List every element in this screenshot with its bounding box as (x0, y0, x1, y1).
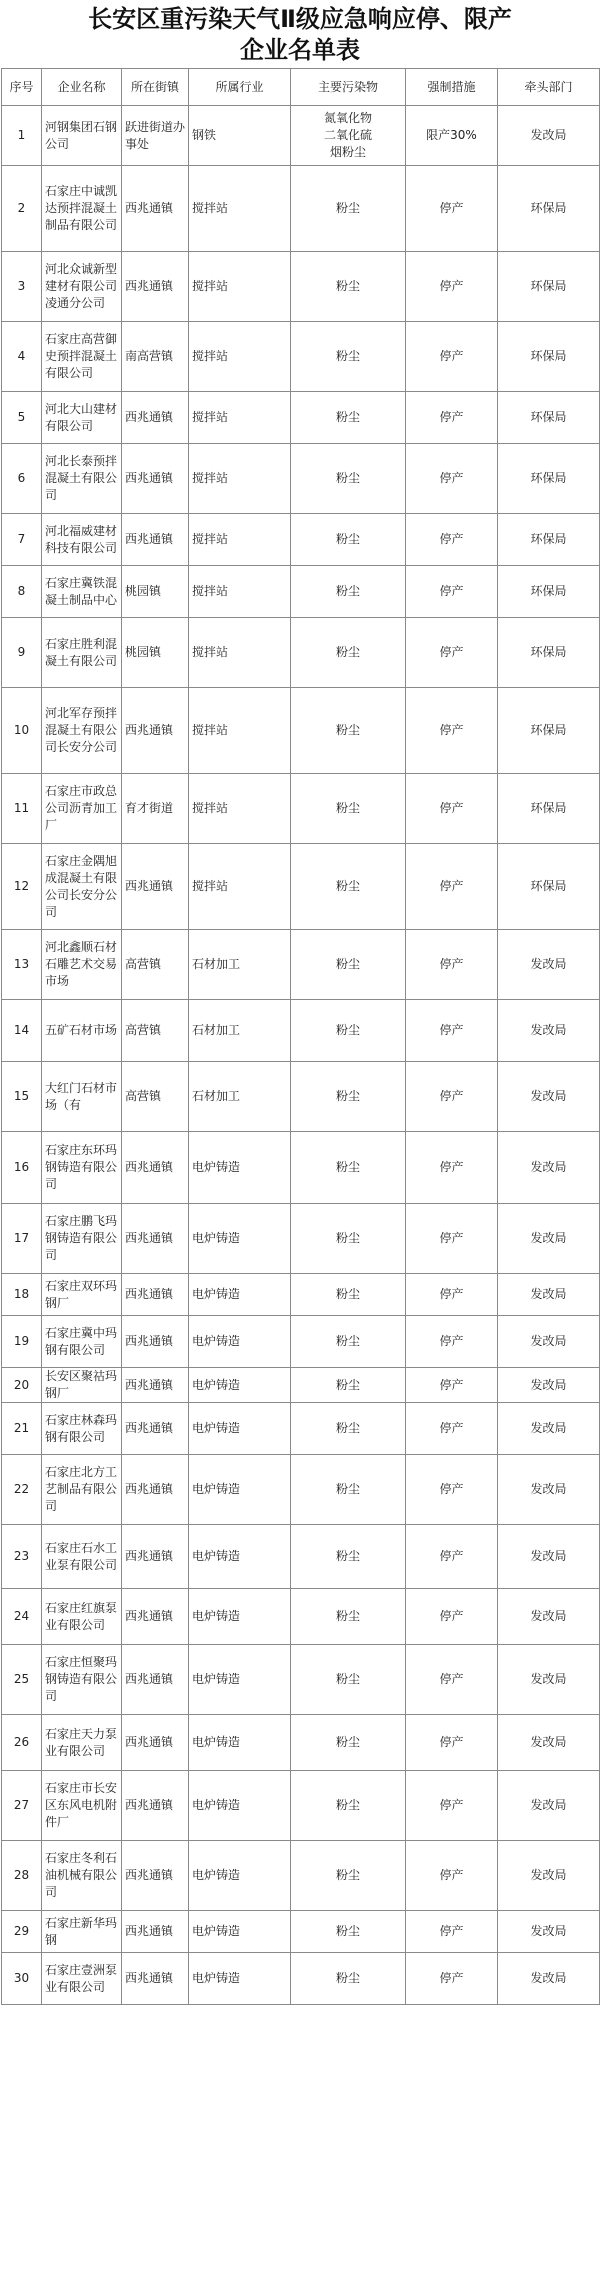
town-cell: 西兆通镇 (122, 252, 189, 322)
pollutant-item: 粉尘 (335, 723, 360, 737)
enterprise-name-cell: 河北鑫顺石材石雕艺术交易市场 (42, 930, 122, 1000)
pollutant-item: 粉尘 (335, 1549, 360, 1563)
row-number-cell: 16 (2, 1132, 42, 1204)
department-cell: 发改局 (498, 106, 600, 166)
industry-cell: 电炉铸造 (189, 1841, 291, 1911)
town-cell: 桃园镇 (122, 618, 189, 688)
header-cell-measure: 强制措施 (406, 69, 498, 106)
measure-cell: 停产 (406, 392, 498, 444)
department-cell: 发改局 (498, 1000, 600, 1062)
pollutant-item: 粉尘 (335, 1735, 360, 1749)
enterprise-name-cell: 石家庄冀中玛钢有限公司 (42, 1316, 122, 1368)
enterprise-name-cell: 石家庄新华玛钢 (42, 1911, 122, 1953)
town-cell: 西兆通镇 (122, 1368, 189, 1403)
measure-cell: 停产 (406, 322, 498, 392)
table-row (2, 1274, 600, 1316)
town-cell: 西兆通镇 (122, 166, 189, 252)
row-number-cell: 5 (2, 392, 42, 444)
industry-cell: 电炉铸造 (189, 1589, 291, 1645)
town-cell: 育才街道 (122, 774, 189, 844)
department-cell: 发改局 (498, 1455, 600, 1525)
title-line-1: 长安区重污染天气Ⅱ级应急响应停、限产 (88, 5, 512, 33)
table-row (2, 1204, 600, 1274)
table-row (2, 566, 600, 618)
enterprise-name-cell: 石家庄恒聚玛钢铸造有限公司 (42, 1645, 122, 1715)
measure-cell: 停产 (406, 252, 498, 322)
measure-cell: 停产 (406, 566, 498, 618)
enterprise-name-cell: 石家庄金隅旭成混凝土有限公司长安分公司 (42, 844, 122, 930)
row-number-cell: 21 (2, 1403, 42, 1455)
table-row (2, 688, 600, 774)
enterprise-name-cell: 石家庄石水工业泵有限公司 (42, 1525, 122, 1589)
town-cell: 高营镇 (122, 930, 189, 1000)
department-cell: 发改局 (498, 1771, 600, 1841)
measure-cell: 停产 (406, 1771, 498, 1841)
enterprise-name-cell: 长安区聚祜玛钢厂 (42, 1368, 122, 1403)
table-row (2, 618, 600, 688)
town-cell: 西兆通镇 (122, 1316, 189, 1368)
industry-cell: 搅拌站 (189, 566, 291, 618)
measure-cell: 停产 (406, 1645, 498, 1715)
row-number-cell: 12 (2, 844, 42, 930)
measure-cell: 停产 (406, 1403, 498, 1455)
row-number-cell: 2 (2, 166, 42, 252)
pollutant-cell (291, 444, 406, 514)
table-row (2, 1589, 600, 1645)
pollutant-cell (291, 252, 406, 322)
industry-cell: 搅拌站 (189, 252, 291, 322)
department-cell: 发改局 (498, 1274, 600, 1316)
row-number-cell: 13 (2, 930, 42, 1000)
industry-cell: 电炉铸造 (189, 1132, 291, 1204)
measure-cell: 停产 (406, 774, 498, 844)
pollutant-item: 粉尘 (335, 410, 360, 424)
pollutant-item: 粉尘 (335, 1868, 360, 1882)
table-row (2, 1000, 600, 1062)
enterprise-name-cell: 河北众诚新型建材有限公司凌通分公司 (42, 252, 122, 322)
table-header-row (2, 69, 600, 106)
industry-cell: 电炉铸造 (189, 1953, 291, 2005)
town-cell: 南高营镇 (122, 322, 189, 392)
enterprise-name-cell: 河北福威建材科技有限公司 (42, 514, 122, 566)
row-number-cell: 23 (2, 1525, 42, 1589)
industry-cell: 石材加工 (189, 1062, 291, 1132)
table-row (2, 1771, 600, 1841)
enterprise-name-cell: 大红门石材市场（有 (42, 1062, 122, 1132)
document-title (0, 0, 600, 68)
department-cell: 环保局 (498, 774, 600, 844)
enterprise-name-cell: 石家庄林森玛钢有限公司 (42, 1403, 122, 1455)
table-row (2, 1525, 600, 1589)
pollutant-cell (291, 1403, 406, 1455)
row-number-cell: 14 (2, 1000, 42, 1062)
pollutant-cell (291, 566, 406, 618)
town-cell: 高营镇 (122, 1062, 189, 1132)
pollutant-cell (291, 106, 406, 166)
town-cell: 西兆通镇 (122, 444, 189, 514)
table-row (2, 1645, 600, 1715)
table-row (2, 252, 600, 322)
town-cell: 西兆通镇 (122, 1204, 189, 1274)
pollutant-item: 粉尘 (335, 349, 360, 363)
department-cell: 发改局 (498, 1403, 600, 1455)
pollutant-cell (291, 1062, 406, 1132)
department-cell: 发改局 (498, 1525, 600, 1589)
department-cell: 发改局 (498, 1316, 600, 1368)
town-cell: 西兆通镇 (122, 1771, 189, 1841)
industry-cell: 电炉铸造 (189, 1715, 291, 1771)
department-cell: 环保局 (498, 166, 600, 252)
department-cell: 发改局 (498, 1368, 600, 1403)
pollutant-item: 粉尘 (335, 1924, 360, 1938)
pollutant-cell (291, 1368, 406, 1403)
industry-cell: 电炉铸造 (189, 1368, 291, 1403)
row-number-cell: 27 (2, 1771, 42, 1841)
table-row (2, 774, 600, 844)
enterprise-name-cell: 石家庄冬利石油机械有限公司 (42, 1841, 122, 1911)
measure-cell: 停产 (406, 1062, 498, 1132)
enterprise-table (1, 68, 600, 2005)
town-cell: 西兆通镇 (122, 1525, 189, 1589)
pollutant-item: 粉尘 (335, 1160, 360, 1174)
row-number-cell: 15 (2, 1062, 42, 1132)
table-row (2, 166, 600, 252)
measure-cell: 停产 (406, 1455, 498, 1525)
industry-cell: 电炉铸造 (189, 1403, 291, 1455)
pollutant-cell (291, 166, 406, 252)
measure-cell: 停产 (406, 1204, 498, 1274)
pollutant-cell (291, 1455, 406, 1525)
enterprise-name-cell: 河钢集团石钢公司 (42, 106, 122, 166)
industry-cell: 石材加工 (189, 1000, 291, 1062)
department-cell: 环保局 (498, 514, 600, 566)
industry-cell: 石材加工 (189, 930, 291, 1000)
department-cell: 发改局 (498, 1589, 600, 1645)
industry-cell: 搅拌站 (189, 322, 291, 392)
pollutant-cell (291, 322, 406, 392)
pollutant-item: 粉尘 (335, 1482, 360, 1496)
row-number-cell: 10 (2, 688, 42, 774)
table-row (2, 444, 600, 514)
pollutant-cell (291, 1000, 406, 1062)
town-cell: 西兆通镇 (122, 1645, 189, 1715)
pollutant-item: 粉尘 (335, 1672, 360, 1686)
industry-cell: 电炉铸造 (189, 1645, 291, 1715)
department-cell: 环保局 (498, 688, 600, 774)
row-number-cell: 24 (2, 1589, 42, 1645)
table-row (2, 1715, 600, 1771)
measure-cell: 停产 (406, 1911, 498, 1953)
pollutant-item: 粉尘 (335, 201, 360, 215)
enterprise-name-cell: 河北长泰预拌混凝土有限公司 (42, 444, 122, 514)
table-row (2, 844, 600, 930)
enterprise-name-cell: 石家庄市政总公司沥青加工厂 (42, 774, 122, 844)
table-row (2, 930, 600, 1000)
table-body (2, 106, 600, 2005)
town-cell: 桃园镇 (122, 566, 189, 618)
department-cell: 发改局 (498, 1204, 600, 1274)
department-cell: 环保局 (498, 322, 600, 392)
pollutant-cell (291, 930, 406, 1000)
town-cell: 西兆通镇 (122, 514, 189, 566)
enterprise-name-cell: 石家庄天力泵业有限公司 (42, 1715, 122, 1771)
town-cell: 高营镇 (122, 1000, 189, 1062)
pollutant-item: 粉尘 (335, 1971, 360, 1985)
enterprise-name-cell: 石家庄北方工艺制品有限公司 (42, 1455, 122, 1525)
pollutant-cell (291, 1274, 406, 1316)
industry-cell: 电炉铸造 (189, 1274, 291, 1316)
pollutant-cell (291, 1841, 406, 1911)
row-number-cell: 4 (2, 322, 42, 392)
town-cell: 西兆通镇 (122, 1274, 189, 1316)
pollutant-item: 粉尘 (335, 1287, 360, 1301)
town-cell: 西兆通镇 (122, 1715, 189, 1771)
department-cell: 发改局 (498, 1062, 600, 1132)
pollutant-item: 粉尘 (335, 801, 360, 815)
town-cell: 西兆通镇 (122, 1455, 189, 1525)
enterprise-name-cell: 石家庄高营御史预拌混凝土有限公司 (42, 322, 122, 392)
department-cell: 发改局 (498, 1645, 600, 1715)
table-row (2, 392, 600, 444)
pollutant-item: 二氧化硫 (323, 128, 372, 142)
header-cell-industry: 所属行业 (189, 69, 291, 106)
header-cell-pollutant: 主要污染物 (291, 69, 406, 106)
pollutant-cell (291, 1911, 406, 1953)
pollutant-item: 粉尘 (335, 1089, 360, 1103)
department-cell: 发改局 (498, 1132, 600, 1204)
pollutant-cell (291, 688, 406, 774)
industry-cell: 电炉铸造 (189, 1525, 291, 1589)
town-cell: 西兆通镇 (122, 1841, 189, 1911)
row-number-cell: 25 (2, 1645, 42, 1715)
department-cell: 发改局 (498, 1715, 600, 1771)
pollutant-item: 粉尘 (335, 279, 360, 293)
table-row (2, 106, 600, 166)
table-row (2, 1316, 600, 1368)
measure-cell: 限产30% (406, 106, 498, 166)
header-cell-name: 企业名称 (42, 69, 122, 106)
department-cell: 环保局 (498, 392, 600, 444)
department-cell: 环保局 (498, 844, 600, 930)
enterprise-name-cell: 五矿石材市场 (42, 1000, 122, 1062)
pollutant-item: 粉尘 (335, 1798, 360, 1812)
measure-cell: 停产 (406, 844, 498, 930)
industry-cell: 搅拌站 (189, 514, 291, 566)
enterprise-name-cell: 石家庄胜利混凝土有限公司 (42, 618, 122, 688)
table-row (2, 1403, 600, 1455)
industry-cell: 钢铁 (189, 106, 291, 166)
industry-cell: 搅拌站 (189, 392, 291, 444)
industry-cell: 搅拌站 (189, 444, 291, 514)
pollutant-cell (291, 1589, 406, 1645)
table-row (2, 1841, 600, 1911)
industry-cell: 搅拌站 (189, 774, 291, 844)
title-line-2: 企业名单表 (240, 36, 360, 64)
town-cell: 西兆通镇 (122, 392, 189, 444)
town-cell: 西兆通镇 (122, 1403, 189, 1455)
measure-cell: 停产 (406, 618, 498, 688)
industry-cell: 电炉铸造 (189, 1455, 291, 1525)
pollutant-cell (291, 1771, 406, 1841)
town-cell: 西兆通镇 (122, 688, 189, 774)
pollutant-item: 粉尘 (335, 471, 360, 485)
row-number-cell: 30 (2, 1953, 42, 2005)
header-cell-town: 所在街镇 (122, 69, 189, 106)
measure-cell: 停产 (406, 1953, 498, 2005)
table-row (2, 1953, 600, 2005)
row-number-cell: 29 (2, 1911, 42, 1953)
pollutant-cell (291, 1715, 406, 1771)
row-number-cell: 19 (2, 1316, 42, 1368)
department-cell: 发改局 (498, 1841, 600, 1911)
enterprise-name-cell: 石家庄冀铁混凝土制品中心 (42, 566, 122, 618)
department-cell: 环保局 (498, 252, 600, 322)
pollutant-item: 粉尘 (335, 879, 360, 893)
pollutant-item: 粉尘 (335, 1231, 360, 1245)
pollutant-cell (291, 774, 406, 844)
town-cell: 西兆通镇 (122, 1589, 189, 1645)
enterprise-name-cell: 石家庄东环玛钢铸造有限公司 (42, 1132, 122, 1204)
measure-cell: 停产 (406, 1316, 498, 1368)
measure-cell: 停产 (406, 1000, 498, 1062)
town-cell: 西兆通镇 (122, 1132, 189, 1204)
table-row (2, 1911, 600, 1953)
industry-cell: 搅拌站 (189, 688, 291, 774)
row-number-cell: 11 (2, 774, 42, 844)
enterprise-name-cell: 河北军存预拌混凝土有限公司长安分公司 (42, 688, 122, 774)
row-number-cell: 1 (2, 106, 42, 166)
enterprise-name-cell: 石家庄鹏飞玛钢铸造有限公司 (42, 1204, 122, 1274)
measure-cell: 停产 (406, 514, 498, 566)
department-cell: 环保局 (498, 566, 600, 618)
table-row (2, 1132, 600, 1204)
table-row (2, 1062, 600, 1132)
industry-cell: 电炉铸造 (189, 1911, 291, 1953)
pollutant-cell (291, 844, 406, 930)
measure-cell: 停产 (406, 930, 498, 1000)
pollutant-item: 粉尘 (335, 1023, 360, 1037)
enterprise-name-cell: 石家庄双环玛钢厂 (42, 1274, 122, 1316)
measure-cell: 停产 (406, 1274, 498, 1316)
pollutant-item: 粉尘 (335, 1421, 360, 1435)
pollutant-item: 粉尘 (335, 584, 360, 598)
pollutant-cell (291, 1316, 406, 1368)
town-cell: 跃进街道办事处 (122, 106, 189, 166)
row-number-cell: 6 (2, 444, 42, 514)
measure-cell: 停产 (406, 1589, 498, 1645)
table-row (2, 1368, 600, 1403)
row-number-cell: 7 (2, 514, 42, 566)
enterprise-name-cell: 石家庄红旗泵业有限公司 (42, 1589, 122, 1645)
industry-cell: 电炉铸造 (189, 1316, 291, 1368)
table-row (2, 1455, 600, 1525)
measure-cell: 停产 (406, 1715, 498, 1771)
pollutant-item: 烟粉尘 (329, 145, 366, 159)
pollutant-cell (291, 1132, 406, 1204)
measure-cell: 停产 (406, 1132, 498, 1204)
department-cell: 环保局 (498, 444, 600, 514)
pollutant-cell (291, 392, 406, 444)
measure-cell: 停产 (406, 444, 498, 514)
row-number-cell: 26 (2, 1715, 42, 1771)
pollutant-cell (291, 618, 406, 688)
table-row (2, 514, 600, 566)
pollutant-item: 粉尘 (335, 645, 360, 659)
row-number-cell: 20 (2, 1368, 42, 1403)
industry-cell: 搅拌站 (189, 844, 291, 930)
enterprise-name-cell: 石家庄中诚凯达预拌混凝土制品有限公司 (42, 166, 122, 252)
pollutant-item: 粉尘 (335, 532, 360, 546)
industry-cell: 搅拌站 (189, 618, 291, 688)
pollutant-cell (291, 1204, 406, 1274)
department-cell: 环保局 (498, 618, 600, 688)
department-cell: 发改局 (498, 930, 600, 1000)
header-cell-dept: 牵头部门 (498, 69, 600, 106)
row-number-cell: 3 (2, 252, 42, 322)
industry-cell: 电炉铸造 (189, 1771, 291, 1841)
town-cell: 西兆通镇 (122, 844, 189, 930)
pollutant-item: 粉尘 (335, 1609, 360, 1623)
enterprise-name-cell: 石家庄壹洲泵业有限公司 (42, 1953, 122, 2005)
row-number-cell: 8 (2, 566, 42, 618)
pollutant-cell (291, 1645, 406, 1715)
pollutant-item: 粉尘 (335, 1334, 360, 1348)
department-cell: 发改局 (498, 1953, 600, 2005)
department-cell: 发改局 (498, 1911, 600, 1953)
measure-cell: 停产 (406, 1368, 498, 1403)
measure-cell: 停产 (406, 166, 498, 252)
row-number-cell: 17 (2, 1204, 42, 1274)
row-number-cell: 18 (2, 1274, 42, 1316)
enterprise-name-cell: 石家庄市长安区东风电机附件厂 (42, 1771, 122, 1841)
measure-cell: 停产 (406, 1525, 498, 1589)
row-number-cell: 22 (2, 1455, 42, 1525)
pollutant-item: 氮氧化物 (323, 111, 372, 125)
industry-cell: 电炉铸造 (189, 1204, 291, 1274)
pollutant-item: 粉尘 (335, 957, 360, 971)
pollutant-item: 粉尘 (335, 1377, 360, 1392)
measure-cell: 停产 (406, 1841, 498, 1911)
measure-cell: 停产 (406, 688, 498, 774)
town-cell: 西兆通镇 (122, 1953, 189, 2005)
town-cell: 西兆通镇 (122, 1911, 189, 1953)
industry-cell: 搅拌站 (189, 166, 291, 252)
pollutant-cell (291, 1525, 406, 1589)
row-number-cell: 28 (2, 1841, 42, 1911)
pollutant-cell (291, 514, 406, 566)
table-row (2, 322, 600, 392)
row-number-cell: 9 (2, 618, 42, 688)
enterprise-name-cell: 河北大山建材有限公司 (42, 392, 122, 444)
header-cell-no: 序号 (2, 69, 42, 106)
pollutant-cell (291, 1953, 406, 2005)
